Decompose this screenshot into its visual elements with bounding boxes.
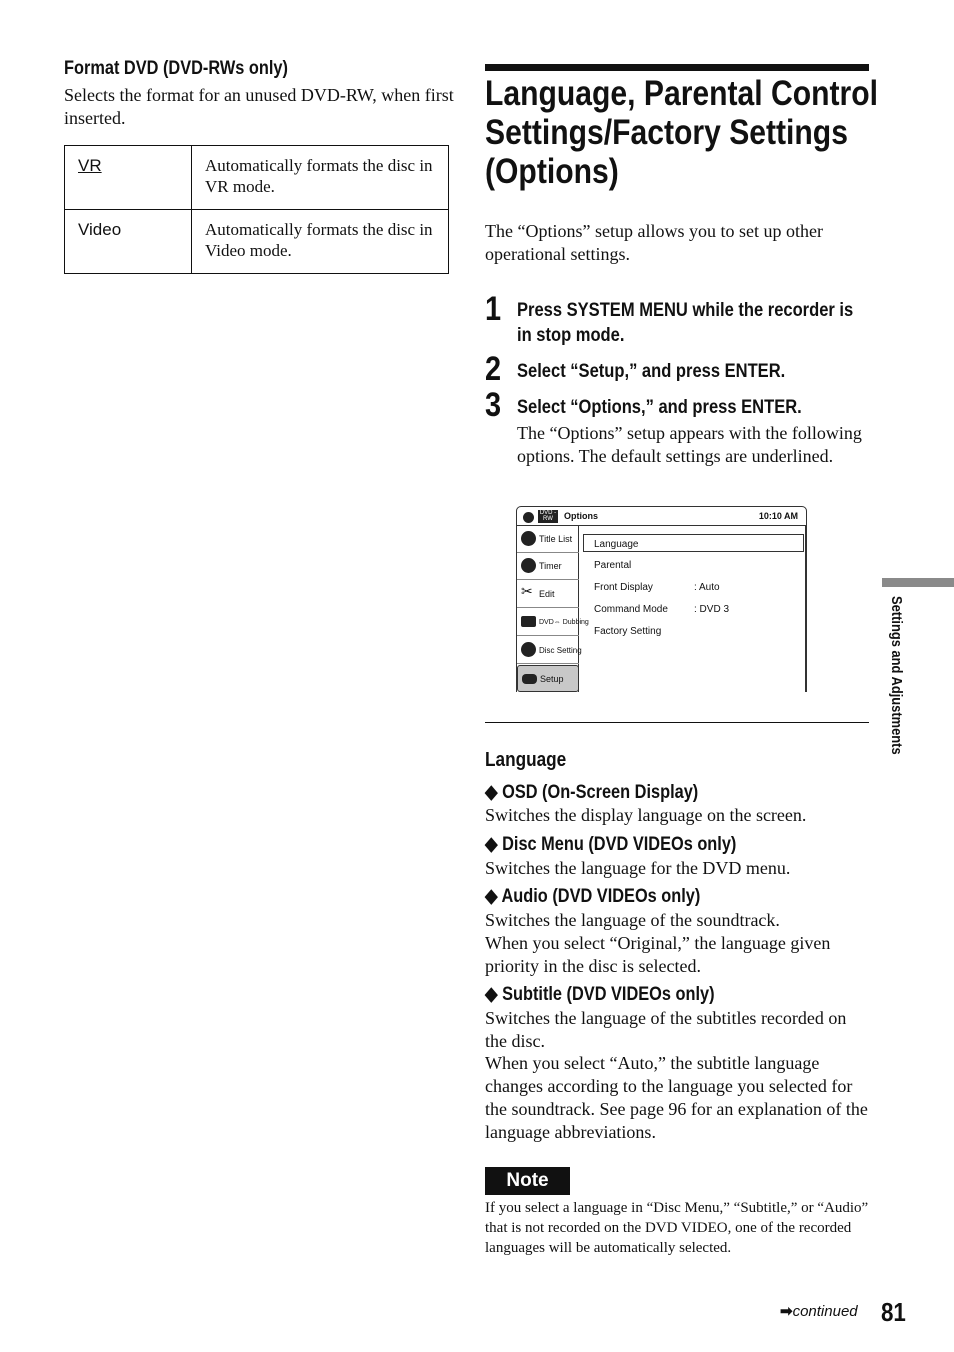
step-number: 1 [485,290,502,328]
screen-header [516,506,807,526]
section-heading: Language [485,749,567,771]
step-number: 2 [485,350,502,388]
clock-icon [521,558,536,573]
option-command-mode[interactable]: Command Mode [594,604,668,615]
item-body: When you select “Original,” the language given priority in the disc is selected. [485,933,831,976]
sidebar-item-setup[interactable]: Setup [517,665,579,692]
toolbox-icon [522,674,537,684]
options-screen [516,506,807,692]
step-text: Select “Setup,” and press ENTER. [517,361,786,382]
option-command-mode-value: : DVD 3 [694,604,730,615]
disc-badge: DVD -RW [539,510,557,522]
option-language[interactable]: Language [594,539,639,550]
format-dvd-description: Selects the format for an unused DVD-RW, when first inserted. [64,85,454,128]
screen-options-panel [579,526,807,692]
scissors-icon: ✂ [521,583,533,599]
option-parental[interactable]: Parental [594,560,632,571]
item-heading: ◆ Subtitle (DVD VIDEOs only) [485,984,715,1005]
table-key: VR [78,156,102,175]
option-front-display-value: : Auto [694,582,720,593]
item-body: When you select “Auto,” the subtitle language changes according to the language you selected for the soundtrack. See page 96 for an explanation of the language abbreviations. [485,1053,868,1142]
screen-title: Options [564,511,598,521]
side-tab-bar [882,578,954,587]
title-rule [485,64,869,71]
sidebar-item-timer[interactable]: Timer [517,553,579,580]
note-label: Note [485,1167,570,1195]
table-value: Automatically formats the disc in Video mode. [192,210,449,274]
sidebar-item-edit[interactable]: ✂ Edit [517,581,579,608]
table-row [65,146,449,210]
screen-time: 10:10 AM [758,511,798,521]
step-text: Press SYSTEM MENU while the recorder is in stop mode. [517,300,854,346]
table-value: Automatically formats the disc in VR mode. [192,146,449,210]
option-factory-setting[interactable]: Factory Setting [594,626,662,637]
item-heading: ◆ OSD (On-Screen Display) [485,782,699,803]
format-dvd-heading: Format DVD (DVD-RWs only) [64,58,288,79]
format-table [64,145,449,274]
item-heading: ◆ Audio (DVD VIDEOs only) [485,886,701,907]
section-divider [485,722,869,723]
item-body: Switches the language of the subtitles recorded on the disc. [485,1008,847,1051]
sidebar-item-title-list[interactable]: Title List [517,526,579,553]
continued-label: ➡continued [780,1303,858,1320]
option-front-display[interactable]: Front Display [594,582,653,593]
disc-icon [521,642,536,657]
disc-icon [521,531,536,546]
note-text: If you select a language in “Disc Menu,” “Subtitle,” or “Audio” that is not recorded on the DVD VIDEO, one of the recorded languages will be automatically selected. [485,1200,869,1256]
arrow-right-icon: ➡ [780,1303,793,1320]
table-key: Video [65,210,192,274]
step-number: 3 [485,386,502,424]
sidebar-item-dubbing[interactable]: DVD⇔ Dubbing [517,609,579,636]
step-text: Select “Options,” and press ENTER. [517,397,802,418]
intro-text: The “Options” setup allows you to set up other operational settings. [485,221,823,264]
step-body: The “Options” setup appears with the following options. The default settings are underlined. [517,423,862,466]
screen-sidebar [516,526,589,692]
sidebar-item-disc-setting[interactable]: Disc Setting [517,637,579,664]
page-number: 81 [881,1297,906,1327]
item-heading: ◆ Disc Menu (DVD VIDEOs only) [485,834,737,855]
item-body: Switches the display language on the screen. [485,805,807,825]
table-row [65,210,449,274]
disc-icon [523,512,534,523]
recorder-icon [521,616,536,627]
item-body: Switches the language of the soundtrack. [485,910,780,930]
item-body: Switches the language for the DVD menu. [485,858,791,878]
page-title: Language, Parental Control Settings/Factory Settings (Options) [485,74,879,191]
side-tab-label: Settings and Adjustments [888,596,905,755]
